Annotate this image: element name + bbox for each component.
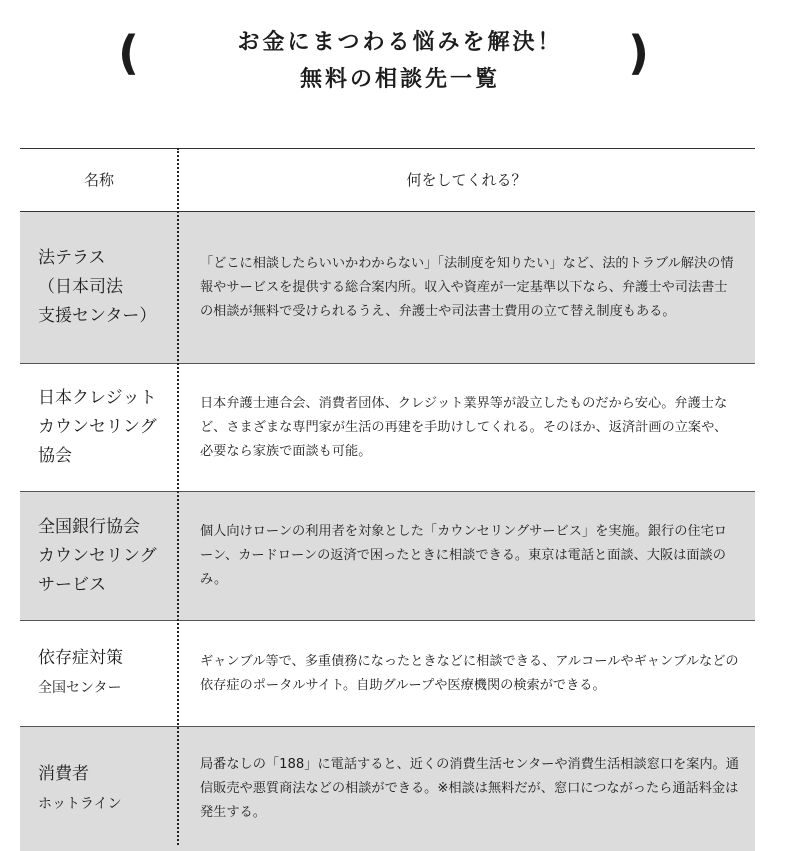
row-description-cell — [200, 727, 740, 851]
row-name — [38, 760, 122, 819]
row-name-cell — [38, 492, 173, 620]
row-name — [38, 644, 123, 703]
title-paren-right: ) — [628, 26, 650, 80]
row-name: 法テラス （日本司法 支援センター） — [38, 248, 157, 326]
row-name-main: 依存症対策 — [38, 648, 123, 668]
row-name: 全国銀行協会 カウンセリング サービス — [38, 516, 157, 595]
row-description: 日本弁護士連合会、消費者団体、クレジット業界等が設立したものだから安心。弁護士など、さまざまな専門家が生活の再建を手助けしてくれる。そのほか、返済計画の立案や、必要なら家族で面談も可能。 — [200, 395, 728, 459]
row-name-main: 消費者 — [38, 763, 89, 784]
table-header-row — [20, 148, 755, 212]
row-description-cell — [200, 212, 740, 363]
row-description: 個人向けローンの利用者を対象とした「カウンセリングサービス」を実施。銀行の住宅ローン、カードローンの返済で困ったときに相談できる。東京は電話と面談、大阪は面談のみ。 — [200, 524, 727, 587]
row-description: ギャンブル等で、多重債務になったときなどに相談できる、アルコールやギャンブルなどの依存症のポータルサイト。自助グループや医療機関の検索ができる。 — [200, 653, 739, 693]
row-description-cell — [200, 621, 740, 726]
row-name-sub: 全国センター — [38, 680, 122, 696]
table-row-addiction-center — [20, 621, 755, 727]
row-description: 局番なしの「188」に電話すると、近くの消費生活センターや消費生活相談窓口を案内。通信販売や悪質商法などの相談ができる。※相談は無料だが、窓口につながったら通話料金は発生する。 — [200, 757, 739, 820]
title-line-2: 無料の相談先一覧 — [299, 67, 500, 92]
header-name: 名称 — [83, 171, 114, 189]
row-name-sub: ホットライン — [38, 795, 122, 812]
table-row-houterasu — [20, 212, 755, 364]
row-description: 「どこに相談したらいいかわからない」「法制度を知りたい」など、法的トラブル解決の情報やサービスを提供する総合案内所。収入や資産が一定基準以下なら、弁護士や司法書士の相談が無料で受けられるうえ、弁護士や司法書士費用の立て替え制度もある。 — [200, 255, 734, 319]
consultation-table — [20, 148, 755, 851]
header-description: 何をしてくれる？ — [406, 171, 527, 189]
row-name-cell — [38, 621, 173, 726]
row-name-cell — [38, 364, 173, 491]
title-block — [0, 0, 800, 110]
title-paren-left: ( — [118, 26, 140, 80]
row-description-cell — [200, 364, 740, 491]
row-description-cell — [200, 492, 740, 620]
row-name-cell — [38, 212, 173, 363]
table-row-bank-association — [20, 492, 755, 621]
column-divider — [177, 148, 179, 845]
row-name: 日本クレジット カウンセリング 協会 — [38, 388, 157, 466]
row-name-cell — [38, 727, 173, 851]
title-line-1: お金にまつわる悩みを解決！ — [237, 30, 563, 55]
table-row-consumer-hotline — [20, 727, 755, 851]
table-row-credit-counseling — [20, 364, 755, 492]
